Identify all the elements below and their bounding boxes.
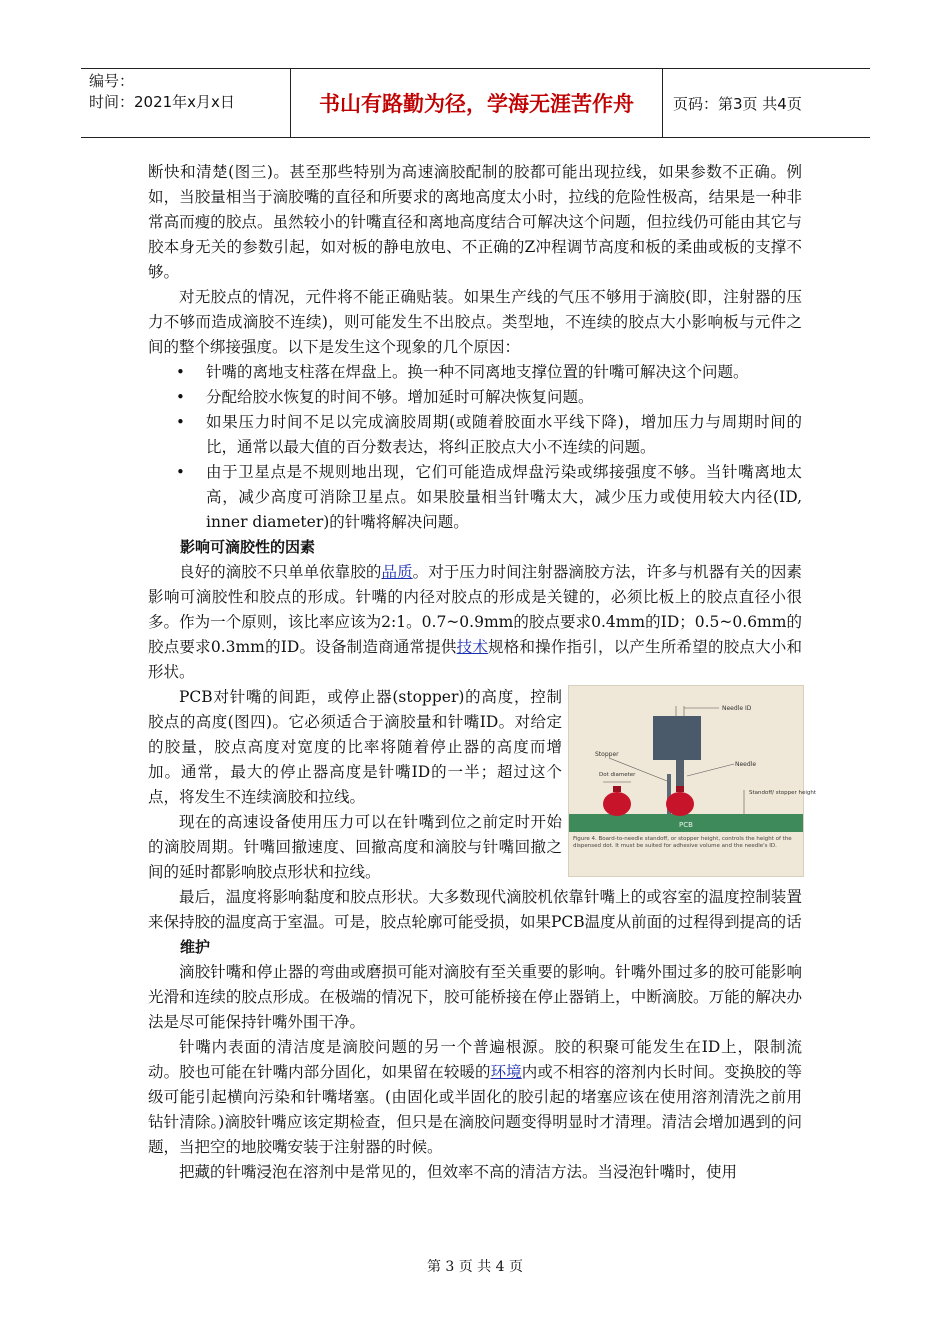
bullet-list xyxy=(148,360,802,535)
header-left-cell xyxy=(81,69,291,137)
header-page-cell xyxy=(663,69,870,137)
label-dot-diameter: Dot diameter xyxy=(599,772,636,778)
header-table xyxy=(81,68,870,138)
text-run: 良好的滴胶不只单单依靠胶的 xyxy=(179,563,382,581)
paragraph: 断快和清楚(图三)。甚至那些特别为高速滴胶配制的胶都可能出现拉线，如果参数不正确。例如，当胶量相当于滴胶嘴的直径和所要求的离地高度太小时，拉线的危险性极高，结果是一种非常高而瘦的胶点。虽然较小的针嘴直径和离地高度结合可解决这个问题，但拉线仍可能由其它与胶本身无关的参数引起，如对板的静电放电、不正确的Z冲程调节高度和板的柔曲或板的支撑不够。 xyxy=(148,163,802,281)
text-run: 规格和操作指引，以产生所希望的胶点大小和形状。 xyxy=(148,638,802,681)
list-item: • 由于卫星点是不规则地出现，它们可能造成焊盘污染或绑接强度不够。当针嘴离地太高，减少高度可消除卫星点。如果胶量相当针嘴太大，减少压力或使用较大内径(ID, inner diameter)的针嘴将解决问题。 xyxy=(206,460,802,535)
page-footer: 第 3 页 共 4 页 xyxy=(426,1259,524,1275)
link-technology[interactable]: 技术 xyxy=(456,638,489,656)
label-needle-id: Needle ID xyxy=(722,705,752,712)
page-label: 页码：第3页 共4页 xyxy=(673,94,802,113)
label-stopper: Stopper xyxy=(595,751,619,758)
text-run: 针嘴内表面的清洁度是滴胶问题的另一个普遍根源。胶的积聚可能发生在ID上，限制流动。胶也可能在针嘴内部分固化，如果留在较暖的 xyxy=(148,1038,802,1081)
section-heading: 影响可滴胶性的因素 xyxy=(180,538,316,556)
text-run: 。对于压力时间注射器滴胶方法，许多与机器有关的因素影响可滴胶性和胶点的形成。针嘴的内径对胶点的形成是关键的，必须比板上的胶点直径小很多。作为一个原则，该比率应该为2:1。0.7~0.9mm的胶点要求0.4mm的ID；0.5~0.6mm的胶点要求0.3mm的ID。设备制造商通常提供 xyxy=(148,563,802,656)
paragraph xyxy=(148,560,802,685)
number-label: 编号： xyxy=(89,72,135,90)
figure-drawing xyxy=(569,686,817,876)
paragraph: 把藏的针嘴浸泡在溶剂中是常见的，但效率不高的清洁方法。当浸泡针嘴时，使用 xyxy=(179,1163,738,1181)
adhesive-dot-cap xyxy=(676,786,684,792)
header-motto: 书山有路勤为径，学海无涯苦作舟 xyxy=(291,69,663,137)
needle-tip xyxy=(676,760,684,790)
paragraph xyxy=(148,1035,802,1160)
link-quality[interactable]: 品质 xyxy=(381,563,413,581)
list-item: • 如果压力时间不足以完成滴胶周期(或随着胶面水平线下降)，增加压力与周期时间的比，通常以最大值的百分数表达，将纠正胶点大小不连续的问题。 xyxy=(206,410,802,460)
needle-body xyxy=(653,716,701,760)
adhesive-dot xyxy=(666,792,694,816)
paragraph: 最后，温度将影响黏度和胶点形状。大多数现代滴胶机依靠针嘴上的或容室的温度控制装置来保持胶的温度高于室温。可是，胶点轮廓可能受损，如果PCB温度从前面的过程得到提高的话 xyxy=(148,888,802,931)
paragraph: 滴胶针嘴和停止器的弯曲或磨损可能对滴胶有至关重要的影响。针嘴外围过多的胶可能影响光滑和连续的胶点形成。在极端的情况下，胶可能桥接在停止器销上，中断滴胶。万能的解决办法是尽可能保持针嘴外围干净。 xyxy=(148,963,802,1031)
date-label: 时间：2021年x月x日 xyxy=(89,93,235,111)
adhesive-dot xyxy=(603,792,631,816)
adhesive-dot-cap xyxy=(613,786,621,792)
document-body xyxy=(148,160,802,1185)
figure-caption: Figure 4. Board-to-needle standoff, or stopper height, controls the height of the dispensed dot. It must be suited for adhesive volume and the needle's ID. xyxy=(573,836,792,849)
list-item: • 针嘴的离地支柱落在焊盘上。换一种不同离地支撑位置的针嘴可解决这个问题。 xyxy=(206,360,802,385)
section-heading: 维护 xyxy=(180,938,211,956)
paragraph: 对无胶点的情况，元件将不能正确贴装。如果生产线的气压不够用于滴胶(即，注射器的压力不够而造成滴胶不连续)，则可能发生不出胶点。类型地，不连续的胶点大小影响板与元件之间的整个绑接强度。以下是发生这个现象的几个原因： xyxy=(148,288,802,356)
paragraph: PCB对针嘴的间距，或停止器(stopper)的高度，控制胶点的高度(图四)。它必须适合于滴胶量和针嘴ID。对给定的胶量，胶点高度对宽度的比率将随着停止器的高度而增加。通常，最大的停止器高度是针嘴ID的一半；超过这个点，将发生不连续滴胶和拉线。 xyxy=(148,688,562,806)
label-needle: Needle xyxy=(735,761,757,768)
text-run: 内或不相容的溶剂内长时间。变换胶的等级可能引起横向污染和针嘴堵塞。(由固化或半固化的胶引起的堵塞应该在使用溶剂清洗之前用钻针清除。)滴胶针嘴应该定期检查，但只是在滴胶问题变得明显时才清理。清洁会增加遇到的问题，当把空的地胶嘴安装于注射器的时候。 xyxy=(148,1063,802,1156)
pcb-label: PCB xyxy=(679,821,693,829)
label-standoff: Standoff/ stopper height xyxy=(749,790,817,796)
paragraph: 现在的高速设备使用压力可以在针嘴到位之前定时开始的滴胶周期。针嘴回撤速度、回撤高度和滴胶与针嘴回撤之间的延时都影响胶点形状和拉线。 xyxy=(148,813,562,881)
link-environment[interactable]: 环境 xyxy=(490,1063,522,1081)
figure-needle-standoff xyxy=(568,685,817,877)
list-item: • 分配给胶水恢复的时间不够。增加延时可解决恢复问题。 xyxy=(206,385,802,410)
